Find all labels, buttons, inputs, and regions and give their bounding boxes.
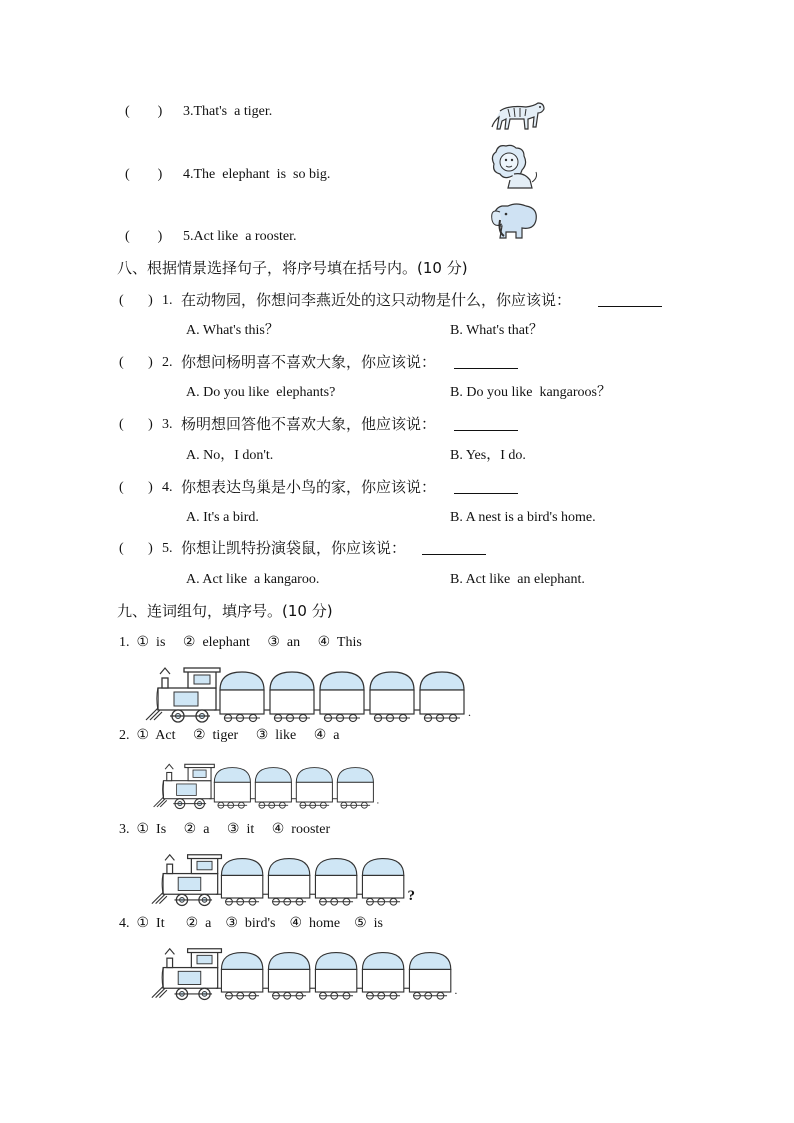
car-dome	[362, 953, 403, 970]
engine-roof	[188, 949, 222, 953]
question-prompt: 杨明想回答他不喜欢大象，他应该说：	[181, 415, 437, 433]
answer-box	[409, 969, 450, 992]
answer-box	[268, 969, 309, 992]
option-b: B. What's that？	[450, 323, 543, 338]
question-number: 4.	[162, 480, 173, 495]
answer-blank[interactable]	[598, 292, 662, 307]
smoke-arrow-icon	[165, 855, 174, 861]
elephant-icon	[488, 198, 544, 246]
answer-paren[interactable]: ( )	[119, 541, 153, 556]
cab-window	[193, 770, 206, 777]
answer-paren[interactable]: ( )	[125, 104, 163, 119]
engine-front	[157, 688, 158, 710]
engine-roof	[188, 855, 222, 859]
option-b: B. Do you like kangaroos？	[450, 385, 611, 400]
question-number: 1.	[162, 293, 173, 308]
engine-front	[162, 968, 163, 989]
word-order-label-1: 1. ① is ② elephant ③ an ④ This	[119, 635, 362, 650]
car-dome	[221, 859, 262, 876]
answer-box	[220, 690, 264, 714]
answer-box	[221, 969, 262, 992]
question-number: 5.	[162, 541, 173, 556]
train-group	[154, 764, 380, 808]
car-dome	[337, 768, 373, 783]
answer-train-1[interactable]	[144, 664, 471, 726]
engine-roof	[184, 668, 220, 672]
smoke-arrow-icon	[165, 764, 173, 769]
question-prompt: 你想让凯特扮演袋鼠，你应该说：	[181, 539, 407, 557]
engine-front	[162, 874, 163, 895]
question-prompt: 你想问杨明喜不喜欢大象，你应该说：	[181, 353, 437, 371]
answer-blank[interactable]	[454, 479, 518, 494]
answer-box	[337, 782, 373, 802]
car-dome	[214, 768, 250, 783]
answer-box	[221, 875, 262, 898]
answer-paren[interactable]: ( )	[119, 293, 153, 308]
option-b: B. A nest is a bird's home.	[450, 510, 596, 525]
car-dome	[320, 672, 364, 690]
sentence-end-mark: .	[376, 795, 380, 807]
car-dome	[270, 672, 314, 690]
answer-blank[interactable]	[422, 540, 486, 555]
car-dome	[221, 953, 262, 970]
smoke-arrow-icon	[160, 668, 170, 674]
chimney	[167, 772, 172, 780]
item-text: 3.That's a tiger.	[183, 104, 273, 119]
cab-window	[197, 955, 212, 963]
tiger-icon	[488, 97, 548, 137]
question-prompt: 你想表达鸟巢是小鸟的家，你应该说：	[181, 478, 437, 496]
answer-blank[interactable]	[454, 416, 518, 431]
answer-box	[255, 782, 291, 802]
option-b: B. Yes，I do.	[450, 448, 526, 463]
cab-window	[194, 675, 210, 684]
sentence-end-mark: .	[454, 984, 458, 997]
word-order-label-2: 2. ① Act ② tiger ③ like ④ a	[119, 728, 340, 743]
car-dome	[420, 672, 464, 690]
answer-box	[315, 969, 356, 992]
car-dome	[220, 672, 264, 690]
answer-blank[interactable]	[454, 354, 518, 369]
answer-paren[interactable]: ( )	[119, 417, 153, 432]
answer-train-3[interactable]	[150, 851, 430, 909]
section-9-heading: 九、连词组句，填序号。(10 分)	[117, 602, 333, 620]
answer-box	[362, 875, 403, 898]
question-number: 2.	[162, 355, 173, 370]
train-group	[152, 949, 458, 1000]
answer-box	[268, 875, 309, 898]
answer-box	[370, 690, 414, 714]
answer-box	[296, 782, 332, 802]
answer-paren[interactable]: ( )	[119, 355, 153, 370]
question-number: 3.	[162, 417, 173, 432]
cab-window	[197, 861, 212, 869]
car-dome	[268, 859, 309, 876]
chimney	[162, 678, 168, 688]
engine-panel	[174, 692, 198, 706]
answer-box	[214, 782, 250, 802]
answer-train-2[interactable]	[152, 761, 392, 811]
option-a: A. Do you like elephants?	[186, 385, 336, 400]
chimney	[167, 958, 173, 967]
car-dome	[370, 672, 414, 690]
answer-paren[interactable]: ( )	[119, 480, 153, 495]
answer-box	[320, 690, 364, 714]
answer-box	[420, 690, 464, 714]
engine-panel	[177, 784, 197, 795]
sentence-end-mark: .	[468, 705, 471, 719]
section-8-heading: 八、根据情景选择句子，将序号填在括号内。(10 分)	[117, 259, 468, 277]
option-b: B. Act like an elephant.	[450, 572, 585, 587]
item-text: 4.The elephant is so big.	[183, 167, 331, 182]
option-a: A. What's this？	[186, 323, 279, 338]
answer-box	[315, 875, 356, 898]
engine-panel	[178, 877, 201, 890]
answer-train-4[interactable]	[150, 945, 458, 1001]
engine-front	[163, 781, 164, 799]
car-dome	[315, 859, 356, 876]
word-order-label-3: 3. ① Is ② a ③ it ④ rooster	[119, 822, 331, 837]
lion-icon	[488, 142, 542, 192]
sentence-end-mark: ?	[407, 887, 416, 904]
chimney	[167, 864, 173, 873]
answer-box	[362, 969, 403, 992]
engine-panel	[178, 971, 201, 984]
option-a: A. No，I don't.	[186, 448, 274, 463]
option-a: A. It's a bird.	[186, 510, 259, 525]
smoke-arrow-icon	[165, 949, 174, 955]
answer-box	[270, 690, 314, 714]
question-prompt: 在动物园，你想问李燕近处的这只动物是什么，你应该说：	[181, 291, 572, 309]
answer-paren[interactable]: ( )	[125, 167, 163, 182]
car-dome	[255, 768, 291, 783]
item-text: 5.Act like a rooster.	[183, 229, 297, 244]
word-order-label-4: 4. ① It ② a ③ bird's ④ home ⑤ is	[119, 916, 383, 931]
car-dome	[268, 953, 309, 970]
car-dome	[296, 768, 332, 783]
car-dome	[409, 953, 450, 970]
car-dome	[315, 953, 356, 970]
car-dome	[362, 859, 403, 876]
train-group	[152, 855, 415, 906]
engine-roof	[185, 764, 215, 767]
train-group	[146, 668, 471, 722]
answer-paren[interactable]: ( )	[125, 229, 163, 244]
option-a: A. Act like a kangaroo.	[186, 572, 320, 587]
